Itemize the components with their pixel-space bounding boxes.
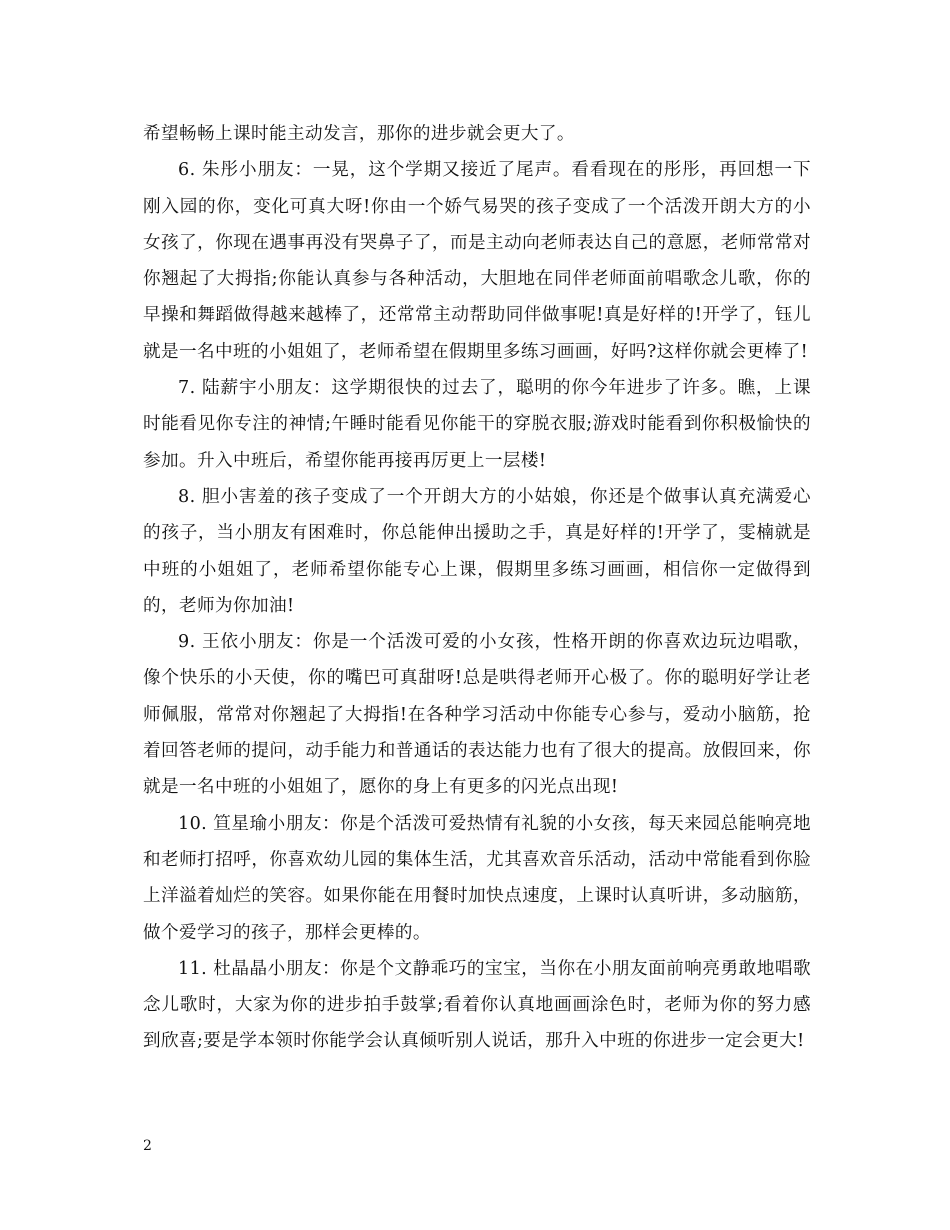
paragraph-item-7: 7. 陆薪宇小朋友：这学期很快的过去了，聪明的你今年进步了许多。瞧，上课时能看见你专注的神情;午睡时能看见你能干的穿脱衣服;游戏时能看到你积极愉快的参加。升入中班后，希望你能再接再厉更上一层楼!: [143, 378, 811, 471]
paragraph-continuation: 希望畅畅上课时能主动发言，那你的进步就会更大了。: [143, 124, 575, 144]
page-number: 2: [143, 1138, 152, 1154]
paragraph-item-9: 9. 王依小朋友：你是一个活泼可爱的小女孩，性格开朗的你喜欢边玩边唱歌，像个快乐的小天使，你的嘴巴可真甜呀!总是哄得老师开心极了。你的聪明好学让老师佩服，常常对你翘起了大拇指!在各种学习活动中你能专心参与，爱动小脑筋，抢着回答老师的提问，动手能力和普通话的表达能力也有了很大的提高。放假回来，你就是一名中班的小姐姐了，愿你的身上有更多的闪光点出现!: [143, 632, 811, 798]
paragraph-item-10: 10. 笪星瑜小朋友：你是个活泼可爱热情有礼貌的小女孩，每天来园总能响亮地和老师打招呼，你喜欢幼儿园的集体生活，尤其喜欢音乐活动，活动中常能看到你脸上洋溢着灿烂的笑容。如果你能在用餐时加快点速度，上课时认真听讲，多动脑筋，做个爱学习的孩子，那样会更棒的。: [143, 813, 811, 943]
document-body: [143, 116, 811, 1060]
paragraph-item-11: 11. 杜晶晶小朋友：你是个文静乖巧的宝宝，当你在小朋友面前响亮勇敢地唱歌念儿歌时，大家为你的进步拍手鼓掌;看着你认真地画画涂色时，老师为你的努力感到欣喜;要是学本领时你能学会认真倾听别人说话，那升入中班的你进步一定会更大!: [143, 958, 811, 1052]
paragraph-item-6: 6. 朱彤小朋友：一晃，这个学期又接近了尾声。看看现在的彤彤，再回想一下刚入园的你，变化可真大呀!你由一个娇气易哭的孩子变成了一个活泼开朗大方的小女孩了，你现在遇事再没有哭鼻子了，而是主动向老师表达自己的意愿，老师常常对你翘起了大拇指;你能认真参与各种活动，大胆地在同伴老师面前唱歌念儿歌，你的早操和舞蹈做得越来越棒了，还常常主动帮助同伴做事呢!真是好样的!开学了，钰儿就是一名中班的小姐姐了，老师希望在假期里多练习画画，好吗?这样你就会更棒了!: [143, 160, 811, 362]
paragraph-item-8: 8. 胆小害羞的孩子变成了一个开朗大方的小姑娘，你还是个做事认真充满爱心的孩子，当小朋友有困难时，你总能伸出援助之手，真是好样的!开学了，雯楠就是中班的小姐姐了，老师希望你能专心上课，假期里多练习画画，相信你一定做得到的，老师为你加油!: [143, 486, 811, 616]
